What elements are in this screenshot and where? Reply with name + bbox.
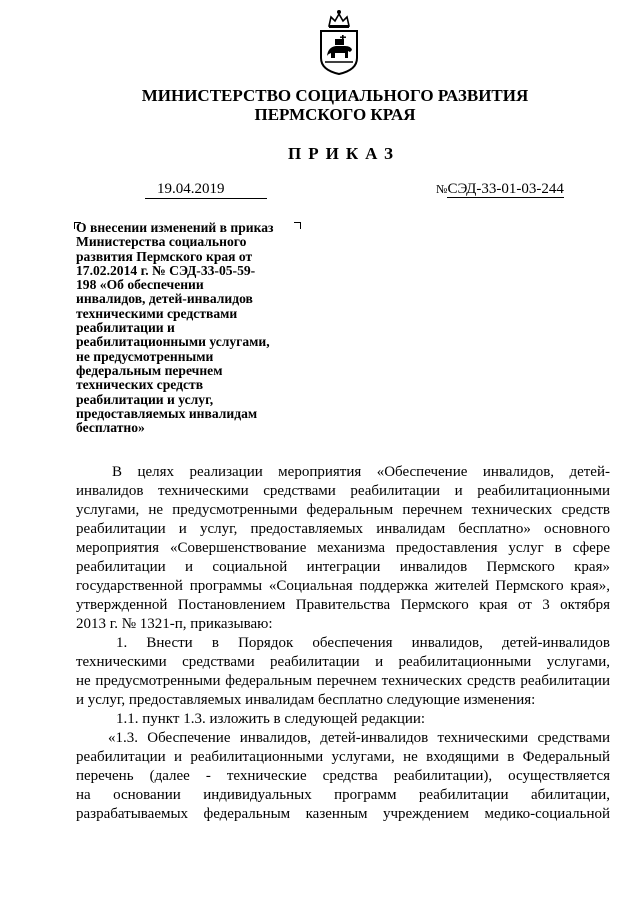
ministry-name-line2: ПЕРМСКОГО КРАЯ xyxy=(254,105,416,124)
body-line: государственной программы «Социальная поддержка жителей Пермского края», xyxy=(76,578,610,594)
order-title: ПРИКАЗ xyxy=(288,144,400,163)
body-line: реабилитации и услуг, предоставляемых инвалидам бесплатно» основного xyxy=(76,521,610,537)
order-number-value: СЭД-33-01-03-244 xyxy=(447,181,564,197)
body-line: утвержденной Постановлением Правительства Пермского края от 3 октября xyxy=(76,597,610,613)
body-line: 2013 г. № 1321-п, приказываю: xyxy=(76,616,273,632)
subject-line: предоставляемых инвалидам xyxy=(76,405,258,421)
order-subject xyxy=(76,221,304,435)
subject-line: реабилитации и xyxy=(76,320,175,336)
order-body xyxy=(76,463,610,824)
subject-line: 17.02.2014 г. № СЭД-33-05-59- xyxy=(76,262,256,278)
ministry-name-line1: МИНИСТЕРСТВО СОЦИАЛЬНОГО РАЗВИТИЯ xyxy=(141,86,529,105)
body-line: услугами, не предусмотренными федеральным перечнем технических средств xyxy=(76,502,610,518)
subject-line: Министерства социального xyxy=(76,234,247,250)
body-line: В целях реализации мероприятия «Обеспечение инвалидов, детей- xyxy=(112,464,610,480)
subject-line: технических средств xyxy=(76,377,204,393)
order-date: 19.04.2019 xyxy=(145,181,267,199)
subject-line: бесплатно» xyxy=(76,420,145,436)
subject-line: инвалидов, детей-инвалидов xyxy=(76,291,253,307)
body-line: не предусмотренными федеральным перечнем технических средств реабилитации xyxy=(76,673,610,689)
ministry-header xyxy=(0,86,640,124)
body-line: инвалидов техническими средствами реабилитации и реабилитационными xyxy=(76,483,610,499)
body-line: перечень (далее - технические средства реабилитации), осуществляется xyxy=(76,768,610,784)
body-line: 1.1. пункт 1.3. изложить в следующей редакции: xyxy=(116,711,426,727)
subject-line: реабилитации и услуг, xyxy=(76,391,214,407)
subject-line: техническими средствами xyxy=(76,305,238,321)
body-line: реабилитации и реабилитационными услугами, не входящими в Федеральный xyxy=(76,749,610,765)
subject-line: федеральным перечнем xyxy=(76,362,223,378)
subject-line: развития Пермского края от xyxy=(76,248,253,264)
coat-of-arms-icon xyxy=(316,6,362,76)
body-line: реабилитации и социальной интеграции инвалидов Пермского края» xyxy=(76,559,610,575)
body-line: разрабатываемых федеральным казенным учреждением медико-социальной xyxy=(76,806,610,822)
body-line: на основании индивидуальных программ реабилитации абилитации, xyxy=(76,787,610,803)
body-line: техническими средствами реабилитации и реабилитационными услугами, xyxy=(76,654,610,670)
number-sign: № xyxy=(436,182,448,196)
subject-line: не предусмотренными xyxy=(76,348,214,364)
body-line: 1. Внести в Порядок обеспечения инвалидов, детей-инвалидов xyxy=(116,635,610,651)
subject-line: 198 «Об обеспечении xyxy=(76,277,204,293)
body-line: «1.3. Обеспечение инвалидов, детей-инвалидов техническими средствами xyxy=(108,730,610,746)
order-number xyxy=(436,181,564,198)
subject-line: О внесении изменений в приказ xyxy=(76,220,274,235)
subject-line: реабилитационными услугами, xyxy=(76,334,270,350)
body-line: и услуг, предоставляемых инвалидам бесплатно следующие изменения: xyxy=(76,692,536,708)
body-line: мероприятия «Совершенствование механизма предоставления услуг в сфере xyxy=(76,540,610,556)
